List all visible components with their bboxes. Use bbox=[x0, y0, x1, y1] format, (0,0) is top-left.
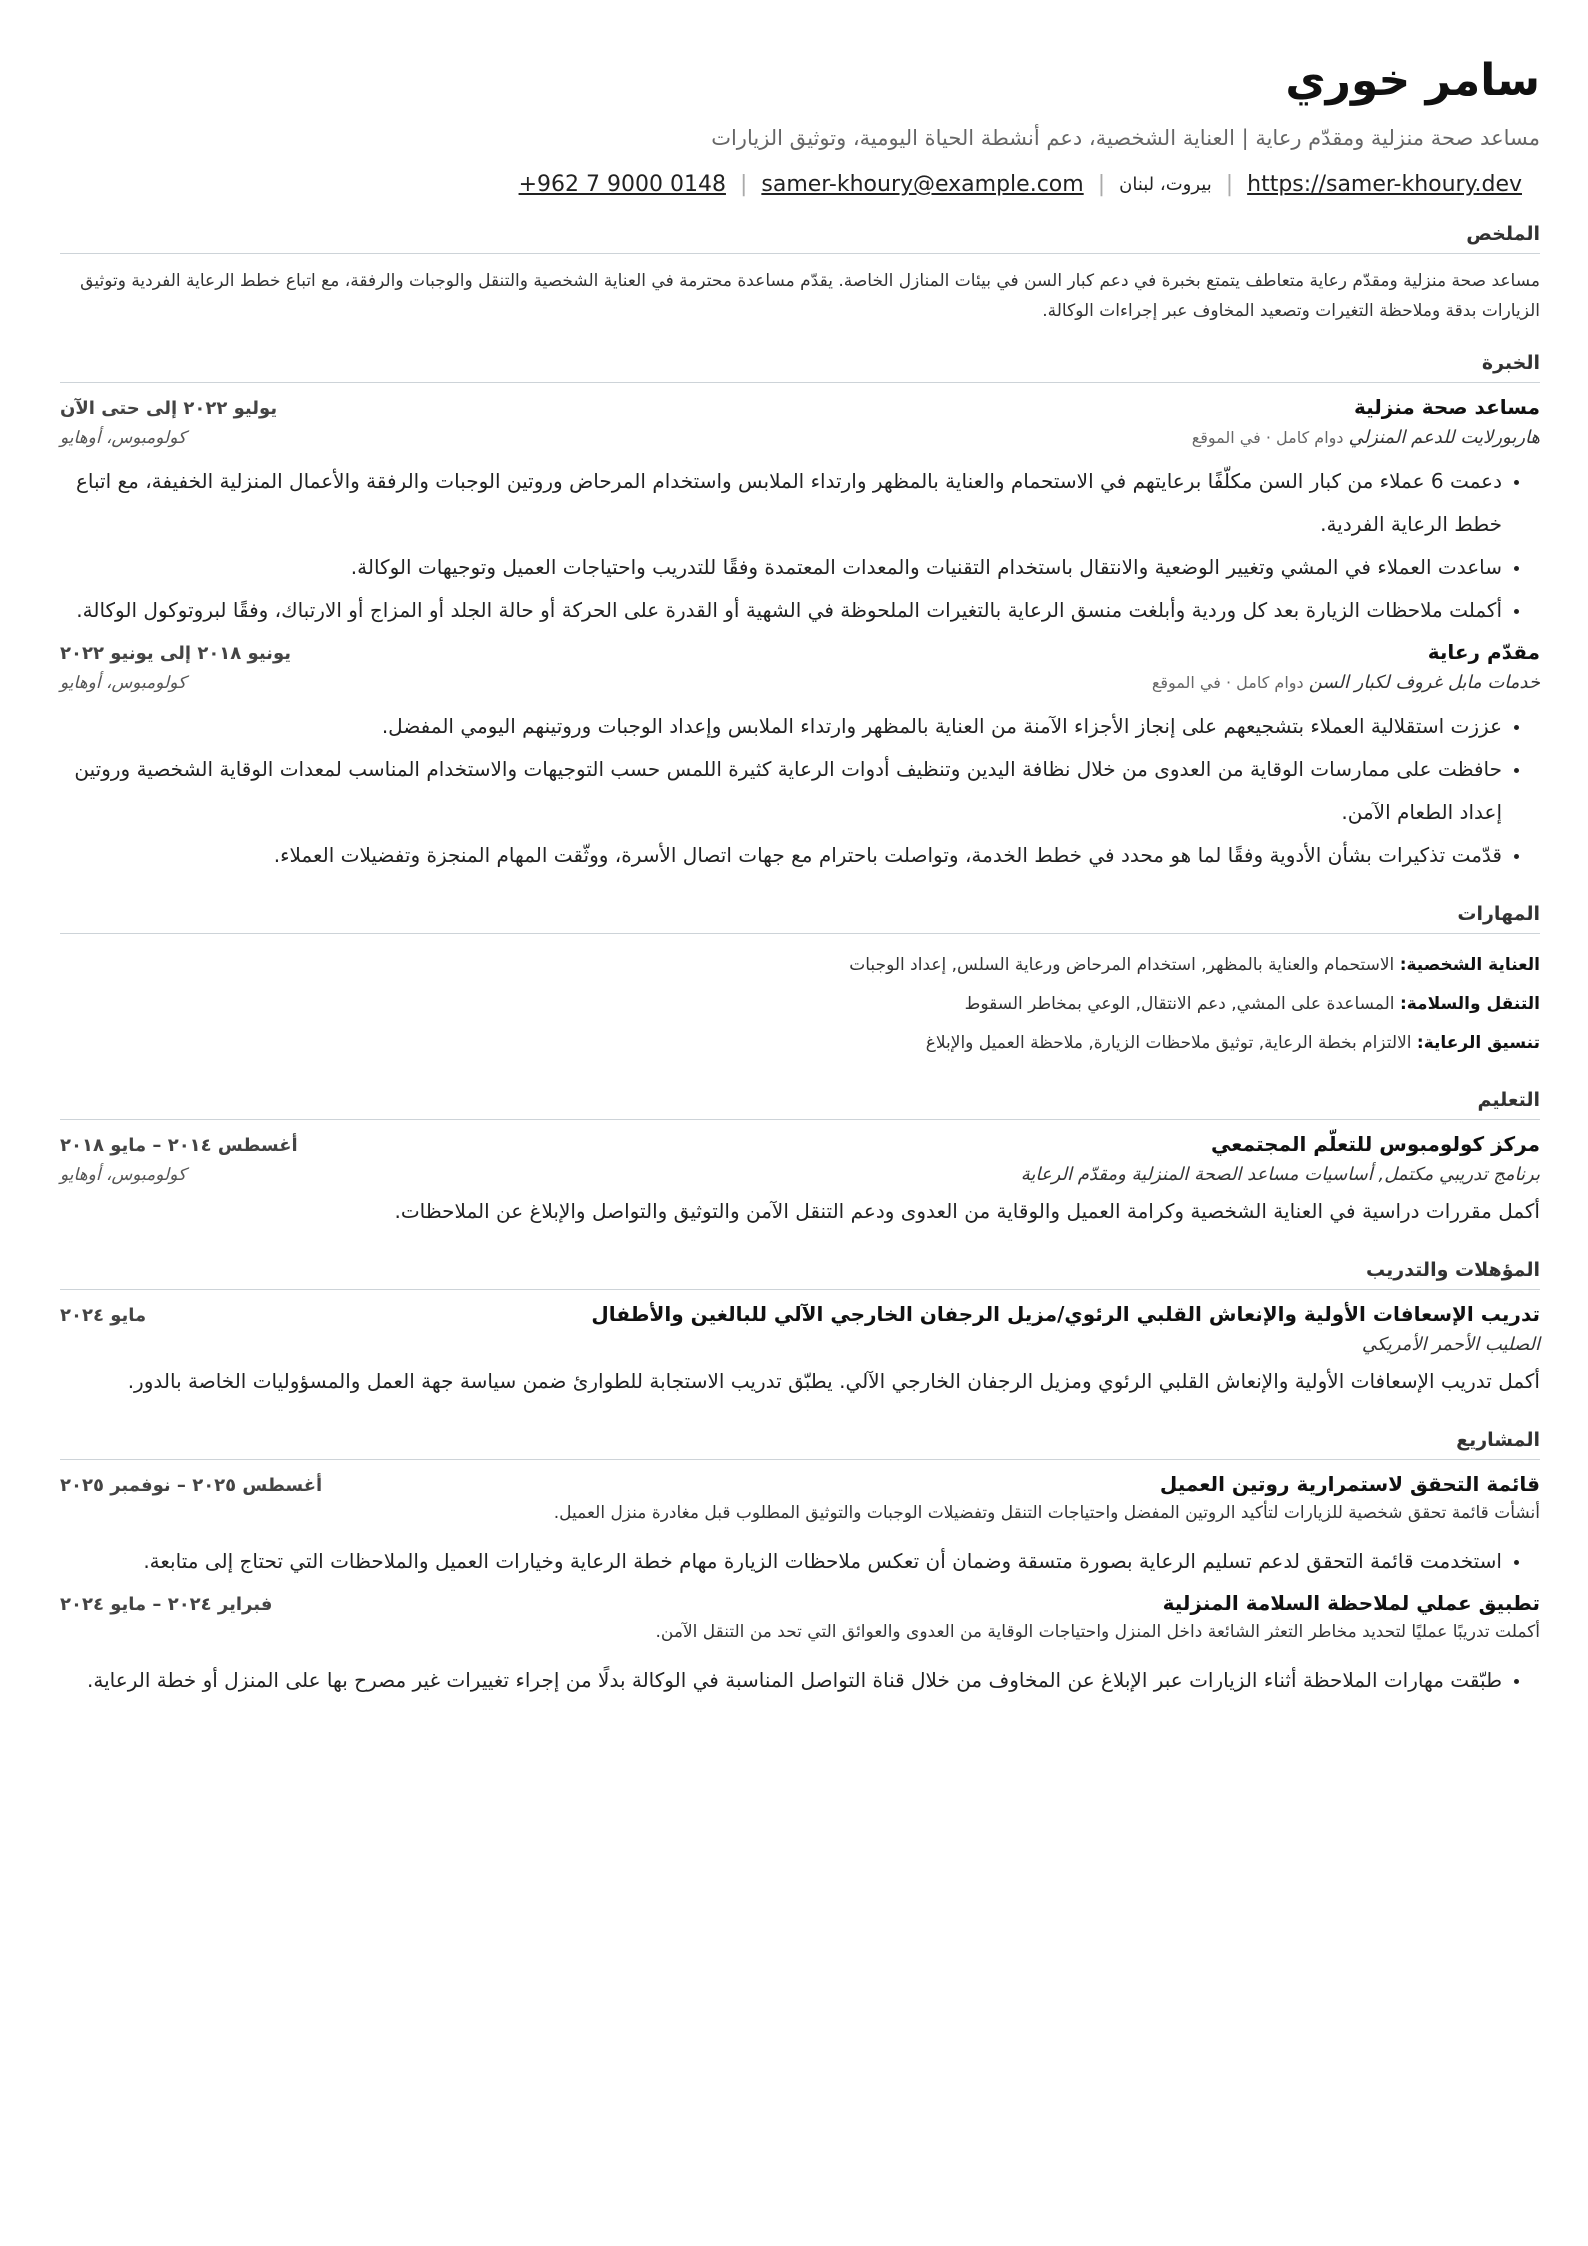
projects-section bbox=[60, 1429, 1540, 1702]
project-bullet: • طبّقت مهارات الملاحظة أثناء الزيارات عبر الإبلاغ عن المخاوف من خلال قناة التواصل المناسبة في الوكالة بدلًا من إجراء تغييرات غير مصرح بها على المنزل أو خطة الرعاية. bbox=[60, 1659, 1502, 1702]
section-title: المهارات bbox=[60, 903, 1540, 934]
project-dates: فبراير ٢٠٢٤ – مايو ٢٠٢٤ bbox=[60, 1593, 273, 1615]
certification-issuer: الصليب الأحمر الأمريكي bbox=[1361, 1333, 1540, 1355]
job-bullets bbox=[60, 460, 1540, 632]
skill-row bbox=[60, 946, 1540, 985]
section-title: الملخص bbox=[60, 223, 1540, 254]
project-description: أكملت تدريبًا عمليًا لتحديد مخاطر التعثر الشائعة داخل المنزل واحتياجات الوقاية من العدوى والعوائق التي تحد من التنقل الآمن. bbox=[655, 1621, 1540, 1642]
job-dates: يونيو ٢٠١٨ إلى يونيو ٢٠٢٢ bbox=[60, 642, 291, 664]
skills-section bbox=[60, 903, 1540, 1063]
project-entry bbox=[60, 1591, 1540, 1702]
project-bullet: • استخدمت قائمة التحقق لدعم تسليم الرعاية بصورة متسقة وضمان أن تعكس ملاحظات الزيارة مهام خطة الرعاية وخيارات العميل والملاحظات التي تحتاج إلى متابعة. bbox=[60, 1540, 1502, 1583]
resume-page bbox=[60, 55, 1540, 1708]
skill-label: التنقل والسلامة: bbox=[1399, 993, 1540, 1014]
job-bullet: • دعمت 6 عملاء من كبار السن مكلّفًا برعايتهم في الاستحمام والعناية بالمظهر وارتداء الملابس واستخدام المرحاض وروتين الوجبات والرفقة والأعمال المنزلية الخفيفة، مع اتباع خطط الرعاية الفردية. bbox=[60, 460, 1502, 546]
job-bullets bbox=[60, 705, 1540, 877]
project-entry bbox=[60, 1472, 1540, 1583]
job-title: مقدّم رعاية bbox=[1427, 639, 1540, 664]
website-link[interactable]: https://samer-khoury.dev bbox=[1247, 171, 1522, 197]
email-link[interactable]: samer-khoury@example.com bbox=[761, 171, 1084, 197]
project-dates: أغسطس ٢٠٢٥ – نوفمبر ٢٠٢٥ bbox=[60, 1474, 323, 1496]
skill-row bbox=[60, 1024, 1540, 1063]
job-bullet: • ساعدت العملاء في المشي وتغيير الوضعية والانتقال باستخدام التقنيات والمعدات المعتمدة وفقًا للتدريب واحتياجات العميل وتوجيهات الوكالة. bbox=[60, 546, 1502, 589]
skill-value: الاستحمام والعناية بالمظهر, استخدام المرحاض ورعاية السلس, إعداد الوجبات bbox=[849, 954, 1395, 975]
experience-section bbox=[60, 352, 1540, 877]
project-bullets bbox=[60, 1540, 1540, 1583]
job-title: مساعد صحة منزلية bbox=[1353, 394, 1540, 419]
candidate-name: سامر خوري bbox=[1285, 55, 1540, 106]
certification-description: أكمل تدريب الإسعافات الأولية والإنعاش القلبي الرئوي ومزيل الرجفان الخارجي الآلي. يطبّق تدريب الاستجابة للطوارئ ضمن سياسة جهة العمل والمسؤوليات الخاصة بالدور. bbox=[127, 1368, 1540, 1393]
job-employer: هاربورلايت للدعم المنزلي bbox=[1348, 426, 1540, 448]
job-location: كولومبوس، أوهايو bbox=[60, 427, 187, 448]
job-meta: دوام كامل · في الموقع bbox=[1191, 427, 1344, 447]
certification-entry bbox=[60, 1302, 1540, 1403]
job-bullet: • قدّمت تذكيرات بشأن الأدوية وفقًا لما هو محدد في خطط الخدمة، وتواصلت باحترام مع جهات اتصال الأسرة، ووثّقت المهام المنجزة وتفضيلات العملاء. bbox=[60, 834, 1502, 877]
skill-value: الالتزام بخطة الرعاية, توثيق ملاحظات الزيارة, ملاحظة العميل والإبلاغ bbox=[925, 1032, 1412, 1053]
job-bullet: • عززت استقلالية العملاء بتشجيعهم على إنجاز الأجزاء الآمنة من العناية بالمظهر وارتداء الملابس وإعداد الوجبات وروتينهم اليومي المفضل. bbox=[60, 705, 1502, 748]
project-name: تطبيق عملي لملاحظة السلامة المنزلية bbox=[1162, 1590, 1540, 1615]
education-dates: أغسطس ٢٠١٤ – مايو ٢٠١٨ bbox=[60, 1134, 298, 1156]
contact-separator: | bbox=[739, 171, 748, 197]
contact-bar bbox=[60, 172, 1540, 197]
job-bullet: • حافظت على ممارسات الوقاية من العدوى من خلال نظافة اليدين وتنظيف أدوات الرعاية كثيرة اللمس حسب التوجيهات والاستخدام المناسب لمعدات الوقاية الشخصية وروتين إعداد الطعام الآمن. bbox=[60, 748, 1502, 834]
summary-text: مساعد صحة منزلية ومقدّم رعاية متعاطف يتمتع بخبرة في دعم كبار السن في بيئات المنازل الخاصة. يقدّم مساعدة محترمة في العناية الشخصية والتنقل والوجبات والرفقة، مع اتباع خطط الرعاية الفردية وتوثيق الزيارات بدقة وملاحظة التغيرات وتصعيد المخاوف عبر إجراءات الوكالة. bbox=[80, 270, 1540, 321]
skill-label: العناية الشخصية: bbox=[1399, 954, 1540, 975]
section-title: المؤهلات والتدريب bbox=[60, 1259, 1540, 1290]
resume-header bbox=[60, 55, 1540, 197]
contact-separator: | bbox=[1225, 171, 1234, 197]
skill-value: المساعدة على المشي, دعم الانتقال, الوعي بمخاطر السقوط bbox=[964, 993, 1395, 1014]
education-section bbox=[60, 1089, 1540, 1233]
section-title: المشاريع bbox=[60, 1429, 1540, 1460]
project-bullets bbox=[60, 1659, 1540, 1702]
job-entry bbox=[60, 395, 1540, 632]
section-title: الخبرة bbox=[60, 352, 1540, 383]
certifications-section bbox=[60, 1259, 1540, 1403]
contact-separator: | bbox=[1097, 171, 1106, 197]
skill-row bbox=[60, 985, 1540, 1024]
education-entry bbox=[60, 1132, 1540, 1233]
candidate-tagline: مساعد صحة منزلية ومقدّم رعاية | العناية الشخصية، دعم أنشطة الحياة اليومية، وتوثيق الزيارات bbox=[711, 125, 1540, 150]
certification-name: تدريب الإسعافات الأولية والإنعاش القلبي الرئوي/مزيل الرجفان الخارجي الآلي للبالغين والأطفال bbox=[591, 1301, 1540, 1326]
program-name: برنامج تدريبي مكتمل, أساسيات مساعد الصحة المنزلية ومقدّم الرعاية bbox=[1020, 1163, 1540, 1185]
section-title: التعليم bbox=[60, 1089, 1540, 1120]
job-employer: خدمات مابل غروف لكبار السن bbox=[1308, 671, 1540, 693]
phone-link[interactable]: +962 7 9000 0148 bbox=[518, 171, 726, 197]
education-description: أكمل مقررات دراسية في العناية الشخصية وكرامة العميل والوقاية من العدوى ودعم التنقل الآمن والتوثيق والتواصل والإبلاغ عن الملاحظات. bbox=[394, 1198, 1540, 1223]
project-name: قائمة التحقق لاستمرارية روتين العميل bbox=[1159, 1471, 1540, 1496]
education-location: كولومبوس، أوهايو bbox=[60, 1164, 187, 1185]
school-name: مركز كولومبوس للتعلّم المجتمعي bbox=[1211, 1131, 1540, 1156]
job-dates: يوليو ٢٠٢٢ إلى حتى الآن bbox=[60, 397, 278, 419]
job-entry bbox=[60, 640, 1540, 877]
job-location: كولومبوس، أوهايو bbox=[60, 672, 187, 693]
location-text: بيروت، لبنان bbox=[1119, 173, 1212, 195]
job-bullet: • أكملت ملاحظات الزيارة بعد كل وردية وأبلغت منسق الرعاية بالتغيرات الملحوظة في الشهية أو القدرة على الحركة أو حالة الجلد أو المزاج أو الارتباك، وفقًا لبروتوكول الوكالة. bbox=[60, 589, 1502, 632]
job-meta: دوام كامل · في الموقع bbox=[1151, 672, 1304, 692]
summary-section bbox=[60, 223, 1540, 326]
skill-label: تنسيق الرعاية: bbox=[1416, 1032, 1540, 1053]
project-description: أنشأت قائمة تحقق شخصية للزيارات لتأكيد الروتين المفضل واحتياجات التنقل وتفضيلات الوجبات والتوثيق المطلوب قبل مغادرة منزل العميل. bbox=[553, 1502, 1540, 1523]
certification-date: مايو ٢٠٢٤ bbox=[60, 1304, 147, 1326]
